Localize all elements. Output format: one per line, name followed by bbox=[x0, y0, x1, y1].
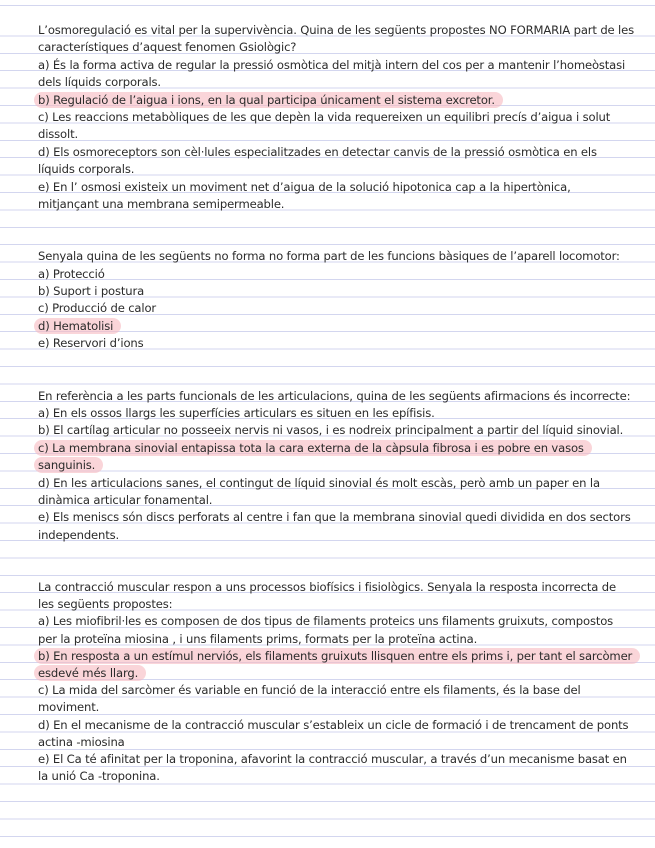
question-3 bbox=[38, 388, 634, 545]
question-2-option-a: a) Protecció bbox=[38, 266, 105, 281]
question-1-option-b bbox=[38, 92, 634, 109]
question-4-option-d: d) En el mecanisme de la contracció muscular s’estableix un cicle de formació i de trencament de ponts actina -miosina bbox=[38, 717, 629, 749]
question-4-option-e: e) El Ca té afinitat per la troponina, afavorint la contracció muscular, a través d’un mecanisme basat en la unió Ca -troponina. bbox=[38, 751, 627, 784]
question-2-option-b: b) Suport i postura bbox=[38, 284, 145, 299]
question-2-stem: Senyala quina de les següents no forma no forma part de les funcions bàsiques de l’aparell locomotor: bbox=[38, 249, 620, 264]
question-1-option-e: e) En l’ osmosi existeix un moviment net d’aigua de la solució hipotonica cap a la hipertònica, mitjançant una membrana semipermeable. bbox=[38, 179, 571, 212]
question-sheet bbox=[38, 22, 634, 820]
question-2-option-c: c) Producció de calor bbox=[38, 301, 157, 316]
question-3-option-c bbox=[38, 440, 634, 475]
question-4-stem: La contracció muscular respon a uns processos biofísics i fisiològics. Senyala la resposta incorrecta de les següents propostes: bbox=[38, 579, 616, 612]
highlighted-answer: d) Hematolisi bbox=[34, 318, 121, 334]
question-4-option-a: a) Les miofibril·les es composen de dos tipus de filaments proteics uns filaments gruixuts, compostos per la proteïna miosina , i uns filaments prims, formats per la proteïna actina. bbox=[38, 614, 614, 646]
question-3-option-e: e) Els meniscs són discs perforats al centre i fan que la membrana sinovial quedi dividida en dos sectors independents. bbox=[38, 510, 631, 542]
question-2-option-e: e) Reservori d’ions bbox=[38, 336, 144, 351]
highlighted-answer: c) La membrana sinovial entapissa tota la cara externa de la càpsula fibrosa i es pobre en vasos sanguinis. bbox=[34, 440, 592, 473]
question-1-option-c: c) Les reaccions metabòliques de les que depèn la vida requereixen un equilibri precís d’aigua i solut dissolt. bbox=[38, 110, 611, 142]
highlighted-answer: b) En resposta a un estímul nerviós, els filaments gruixuts llisquen entre els prims i, per tant el sarcòmer esdevé més llarg. bbox=[34, 648, 640, 681]
question-2 bbox=[38, 248, 634, 352]
question-3-stem: En referència a les parts funcionals de les articulacions, quina de les següents afirmacions és incorrecte: bbox=[38, 388, 631, 403]
question-1-option-a: a) És la forma activa de regular la pressió osmòtica del mitjà intern del cos per a mantenir l’homeòstasi dels líquids corporals. bbox=[38, 57, 626, 90]
question-4-option-c: c) La mida del sarcòmer és variable en funció de la interacció entre els filaments, és la base del moviment. bbox=[38, 683, 581, 715]
question-3-option-d: d) En les articulacions sanes, el contingut de líquid sinovial és molt escàs, però amb un paper en la dinàmica articular fonamental. bbox=[38, 475, 600, 507]
question-4 bbox=[38, 579, 634, 785]
question-4-option-b bbox=[38, 648, 634, 682]
question-1 bbox=[38, 22, 634, 213]
highlighted-answer: b) Regulació de l’aigua i ions, en la qual participa únicament el sistema excretor. bbox=[34, 92, 503, 108]
question-3-option-b: b) El cartílag articular no posseeix nervis ni vasos, i es nodreix principalment a partir del líquid sinovial. bbox=[38, 423, 624, 438]
question-1-stem: L’osmoregulació es vital per la supervivència. Quina de les següents propostes NO FORMARIA part de les característiques d’aquest fenomen Gsiològic? bbox=[38, 23, 634, 55]
question-3-option-a: a) En els ossos llargs les superfícies articulars es situen en les epífisis. bbox=[38, 405, 435, 420]
question-1-option-d: d) Els osmoreceptors son cèl·lules especialitzades en detectar canvis de la pressió osmòtica en els líquids corporals. bbox=[38, 144, 597, 177]
question-2-option-d bbox=[38, 318, 634, 335]
